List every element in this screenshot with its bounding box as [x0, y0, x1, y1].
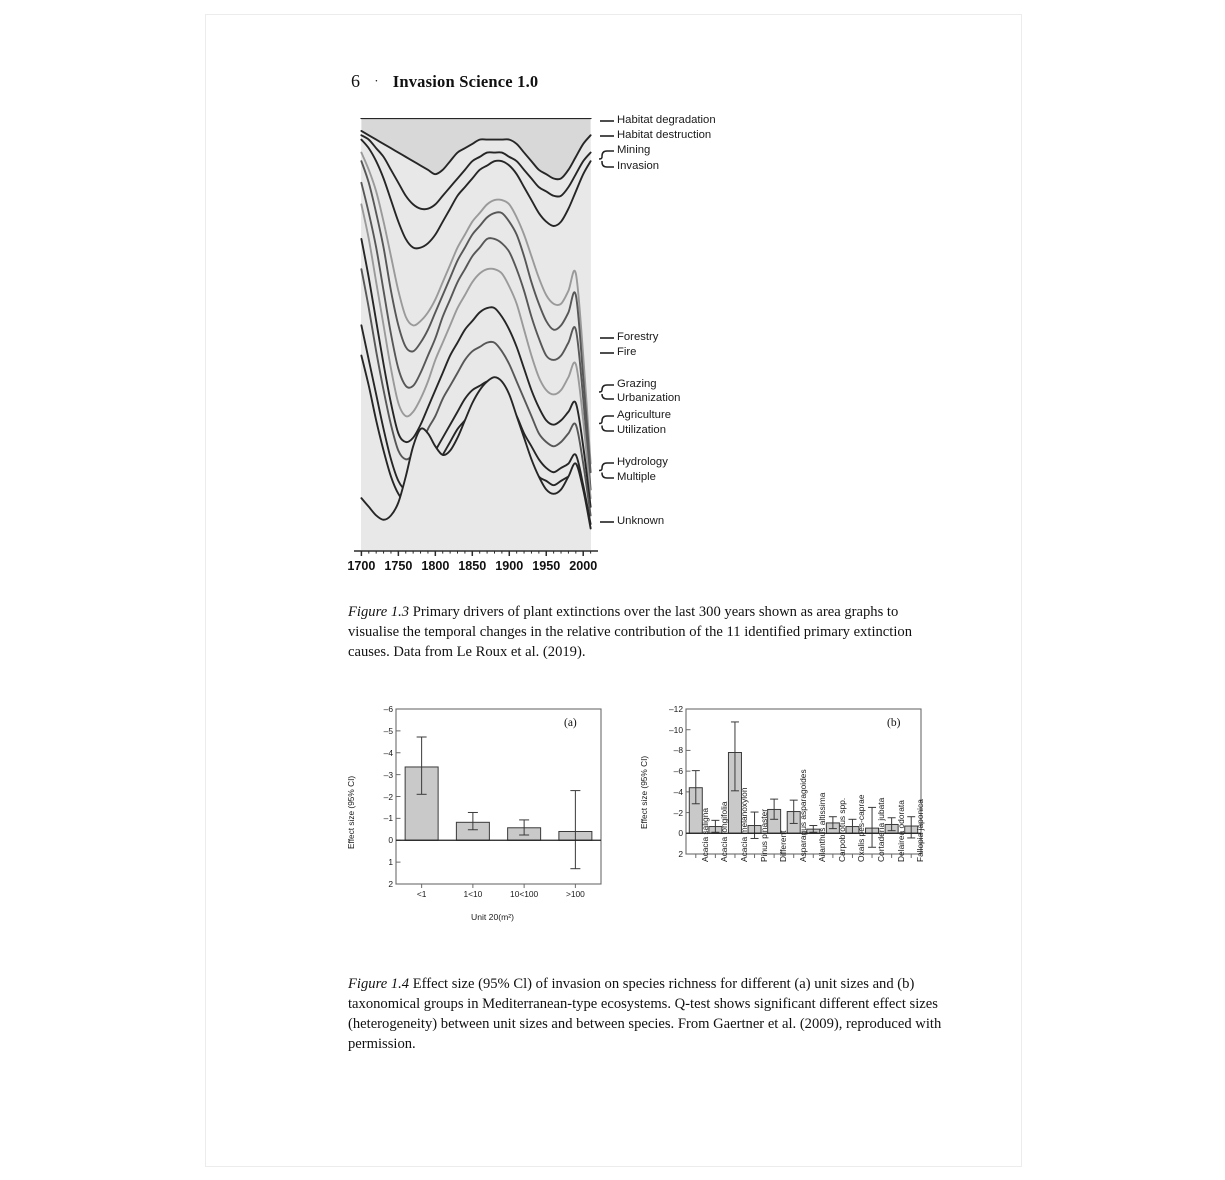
y-tick-label: 0 [678, 828, 683, 839]
x-category-label: Carpobrotus spp. [836, 797, 847, 862]
panel-a-x-axis-title: Unit 20(m²) [471, 912, 514, 922]
y-tick-label: –8 [673, 745, 683, 756]
figure-1-3-caption-text: Primary drivers of plant extinctions over the last 300 years shown as area graphs to visualise the temporal changes in the relative contribution of the 11 identified primary extinction causes. Data from Le Roux et al. (2019). [348, 604, 912, 660]
series-label-unknown: Unknown [617, 515, 665, 527]
y-tick-label: 2 [388, 879, 393, 889]
figure-1-3 [336, 100, 936, 600]
x-tick-label: 1850 [458, 559, 487, 573]
series-label-forestry: Forestry [617, 331, 659, 343]
series-label-habitat-degradation: Habitat degradation [617, 114, 716, 126]
figure-1-4 [336, 699, 956, 969]
panel-b-tag: (b) [887, 717, 901, 729]
x-category-label: 1<10 [463, 889, 483, 899]
x-category-label: Oxalis pes-caprae [856, 794, 867, 862]
y-tick-label: –4 [383, 747, 393, 758]
panel-b-y-axis-title: Effect size (95% CI) [639, 755, 649, 829]
book-page [205, 14, 1022, 1167]
series-label-multiple: Multiple [617, 471, 656, 483]
y-tick-label: –4 [673, 786, 683, 797]
x-tick-label: 1950 [532, 559, 561, 573]
y-tick-label: –12 [669, 704, 683, 714]
figure-1-4-caption [348, 975, 948, 1054]
y-tick-label: –2 [673, 807, 683, 818]
y-tick-label: 0 [388, 835, 393, 846]
y-tick-label: –10 [669, 724, 683, 735]
x-tick-label: 1750 [384, 559, 413, 573]
x-category-label: 10<100 [510, 889, 539, 899]
x-tick-label: 1900 [495, 559, 524, 573]
x-category-label: Pinus pinaster [758, 808, 769, 862]
x-tick-label: 1700 [347, 559, 376, 573]
series-label-fire: Fire [617, 346, 637, 358]
series-label-agriculture: Agriculture [617, 409, 671, 421]
x-category-label: Fallopia japonica [915, 799, 926, 862]
x-category-label: Ailanthus altissima [817, 792, 828, 862]
x-category-label: Acacia saligna [699, 807, 710, 862]
panel-a-tag: (a) [564, 717, 577, 729]
figure-1-4-caption-label: Figure 1.4 [348, 976, 410, 992]
series-label-mining: Mining [617, 144, 651, 156]
x-category-label: >100 [565, 889, 585, 899]
x-category-label: <1 [416, 889, 427, 899]
figure-1-3-caption [348, 603, 948, 663]
y-tick-label: 1 [388, 857, 393, 868]
panel-a-y-axis-title: Effect size (95% CI) [346, 775, 356, 849]
panel-a [336, 699, 636, 939]
series-label-invasion: Invasion [617, 160, 660, 172]
figure-1-4-caption-text: Effect size (95% Cl) of invasion on species richness for different (a) unit sizes and (b) taxonomical groups in Mediterranean-type ecosystems. Q-test shows significant different effect sizes (heterogeneity) between unit sizes and between species. From Gaertner et al. (2009), reproduced with permission. [348, 976, 942, 1052]
figure-1-3-caption-label: Figure 1.3 [348, 604, 410, 620]
y-tick-label: –3 [383, 769, 393, 780]
series-label-group [336, 100, 936, 600]
book-title: Invasion Science 1.0 [392, 72, 539, 91]
y-tick-label: –1 [383, 813, 393, 824]
x-category-label: Different [778, 830, 789, 862]
x-tick-label: 2000 [569, 559, 598, 573]
series-label-utilization: Utilization [617, 424, 666, 436]
page-number: 6 [351, 71, 361, 91]
x-category-label: Cortaderia jubata [876, 797, 887, 862]
x-category-label: Acacia melanoxylon [738, 787, 749, 862]
x-category-label: Delairea odorata [895, 800, 906, 862]
series-label-grazing: Grazing [617, 378, 657, 390]
x-category-label: Acacia longifolia [719, 801, 730, 862]
series-label-urbanization: Urbanization [617, 392, 681, 404]
y-tick-label: –6 [383, 704, 393, 714]
x-category-label: Asparagus asparagoides [797, 769, 808, 862]
panel-b [631, 699, 951, 969]
running-head-separator: · [374, 73, 379, 88]
y-tick-label: 2 [678, 849, 683, 859]
y-tick-label: –2 [383, 791, 393, 802]
y-tick-label: –5 [383, 725, 393, 736]
series-label-habitat-destruction: Habitat destruction [617, 129, 712, 141]
series-label-hydrology: Hydrology [617, 456, 668, 468]
running-head [351, 71, 538, 92]
y-tick-label: –6 [673, 766, 683, 777]
x-tick-label: 1800 [421, 559, 450, 573]
